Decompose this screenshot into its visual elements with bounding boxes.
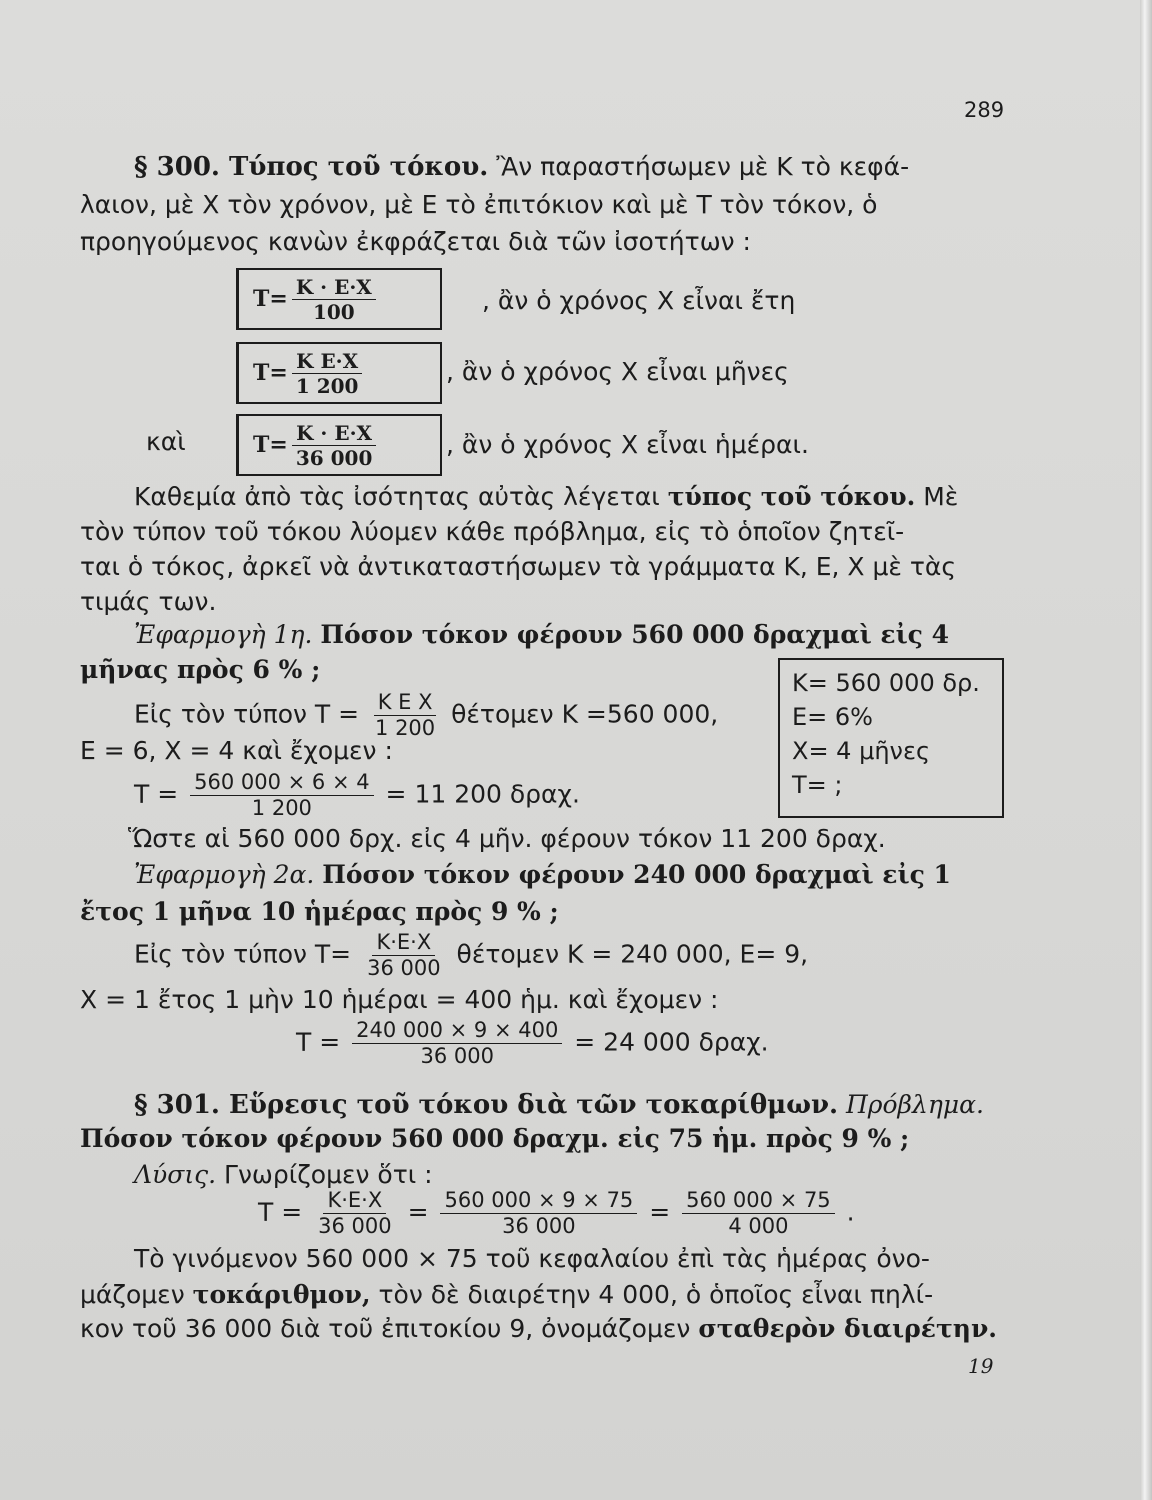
app2-l3-fraction <box>352 1020 562 1067</box>
sec301-f3-denominator: 4 000 <box>728 1214 789 1238</box>
app1-line1 <box>134 692 718 739</box>
sec301-formula-lhs: Τ = <box>258 1197 303 1227</box>
app2-q2: ἔτος 1 μῆνα 10 ἡμέρας πρὸς 9 % ; <box>80 897 559 926</box>
app2-l3-denominator: 36 000 <box>420 1044 494 1068</box>
sec301-eq-1: = <box>407 1197 429 1227</box>
formula-years-lhs: Τ= <box>253 286 288 312</box>
formula-years-numerator: Κ · Ε·Χ <box>292 277 376 300</box>
app1-line2: Ε = 6, Χ = 4 καὶ ἔχομεν : <box>80 736 393 765</box>
sec301-heading: § 301. Εὕρεσις τοῦ τόκου διὰ τῶν τοκαρίθμων. <box>134 1090 839 1120</box>
formula-months-fraction <box>292 348 363 398</box>
app1-l1-b: θέτομεν Κ =560 000, <box>451 699 719 729</box>
sec300-kai: καὶ <box>146 427 186 456</box>
sec301-solution-text: Γνωρίζομεν ὅτι : <box>224 1160 433 1189</box>
app2-line3 <box>296 1020 769 1067</box>
app2-line2: Χ = 1 ἔτος 1 μὴν 10 ἡμέραι = 400 ἡμ. καὶ ἔχομεν : <box>80 985 719 1014</box>
app2-line1 <box>134 932 808 979</box>
footer-signature-mark: 19 <box>968 1354 994 1378</box>
formula-years-box <box>236 268 442 330</box>
formula-months-denominator: 1 200 <box>295 373 359 398</box>
sec301-f1-fraction <box>314 1190 395 1237</box>
sec301-f2-numerator: 560 000 × 9 × 75 <box>440 1190 637 1214</box>
app1-question-line1 <box>134 618 949 652</box>
app1-l3-fraction <box>190 772 373 819</box>
formula-months-numerator: Κ Ε·Χ <box>292 351 362 374</box>
sec300-p1-bold: τύπος τοῦ τόκου. <box>667 482 916 511</box>
sec300-p2: τὸν τύπον τοῦ τόκου λύομεν κάθε πρόβλημα, εἰς τὸ ὁποῖον ζητεῖ- <box>80 517 905 546</box>
app1-l1-denominator: 1 200 <box>375 716 436 740</box>
app1-l3-a: Τ = <box>134 779 179 809</box>
sec300-para-line1 <box>134 480 958 514</box>
app1-l3-denominator: 1 200 <box>251 796 312 820</box>
app1-l3-b: = 11 200 δραχ. <box>385 779 580 809</box>
sec301-p2-line <box>80 1278 933 1312</box>
sec301-f1-numerator: Κ·Ε·Χ <box>323 1190 386 1214</box>
app1-l1-numerator: Κ Ε Χ <box>374 692 437 716</box>
app1-label: Ἐφαρμογὴ 1η. <box>134 620 313 649</box>
formula-days-numerator: Κ · Ε·Χ <box>292 423 376 446</box>
app2-l1-b: θέτομεν Κ = 240 000, Ε= 9, <box>456 939 809 969</box>
sec300-p3: ται ὁ τόκος, ἀρκεῖ νὰ ἀντικαταστήσωμεν τὰ γράμματα Κ, Ε, Χ μὲ τὰς <box>80 552 957 581</box>
sec301-f2-fraction <box>440 1190 637 1237</box>
app2-l1-numerator: Κ·Ε·Χ <box>372 932 435 956</box>
sec301-f1-denominator: 36 000 <box>318 1214 392 1238</box>
given-rate: Ε= 6% <box>792 703 873 731</box>
formula-days-note: , ἂν ὁ χρόνος Χ εἶναι ἡμέραι. <box>446 430 809 459</box>
sec301-p3-a: κον τοῦ 36 000 διὰ τοῦ ἐπιτοκίου 9, ὀνομάζομεν <box>80 1314 691 1343</box>
app1-l3-numerator: 560 000 × 6 × 4 <box>190 772 373 796</box>
formula-days-denominator: 36 000 <box>295 445 373 470</box>
sec301-p3-bold: σταθερὸν διαιρέτην. <box>698 1314 998 1343</box>
sec300-intro-line1 <box>134 150 909 184</box>
page-number: 289 <box>964 98 1005 122</box>
sec301-solution-line <box>134 1158 433 1192</box>
formula-days-box <box>236 414 442 476</box>
sec301-heading-line <box>134 1088 984 1122</box>
sec300-intro-1: Ἂν παραστήσωμεν μὲ Κ τὸ κεφά- <box>496 152 910 181</box>
sec301-formula-dot: . <box>846 1197 855 1227</box>
formula-years-note: , ἂν ὁ χρόνος Χ εἶναι ἔτη <box>482 286 796 315</box>
app1-q1: Πόσον τόκον φέρουν 560 000 δραχμαὶ εἰς 4 <box>320 620 949 649</box>
app2-l1-denominator: 36 000 <box>367 956 441 980</box>
app2-l1-fraction <box>363 932 444 979</box>
app2-l1-a: Εἰς τὸν τύπον Τ= <box>134 939 352 969</box>
sec301-problem-label: Πρόβλημα. <box>846 1090 984 1119</box>
app2-question-line1 <box>134 858 951 892</box>
formula-months-lhs: Τ= <box>253 360 288 386</box>
app1-given-box <box>778 658 1004 818</box>
sec301-p2-b: τὸν δὲ διαιρέτην 4 000, ὁ ὁποῖος εἶναι πηλί- <box>378 1280 934 1309</box>
sec301-p2-a: μάζομεν <box>80 1280 185 1309</box>
sec301-p1: Τὸ γινόμενον 560 000 × 75 τοῦ κεφαλαίου ἐπὶ τὰς ἡμέρας ὀνο- <box>134 1244 930 1273</box>
app2-q1: Πόσον τόκον φέρουν 240 000 δραχμαὶ εἰς 1 <box>322 860 951 889</box>
sec301-f3-fraction <box>682 1190 835 1237</box>
app2-label: Ἐφαρμογὴ 2α. <box>134 860 315 889</box>
app2-l3-a: Τ = <box>296 1027 341 1057</box>
given-interest: Τ= ; <box>792 771 843 799</box>
sec301-p2-bold: τοκάριθμον, <box>192 1280 371 1309</box>
given-time: Χ= 4 μῆνες <box>792 737 931 765</box>
app1-l1-fraction <box>371 692 439 739</box>
sec301-solution-label: Λύσις. <box>134 1160 217 1189</box>
formula-months-note: , ἂν ὁ χρόνος Χ εἶναι μῆνες <box>446 357 789 386</box>
formula-years-fraction <box>292 274 376 324</box>
app1-result: Ὥστε αἱ 560 000 δρχ. εἰς 4 μῆν. φέρουν τόκον 11 200 δραχ. <box>128 824 886 853</box>
sec301-question: Πόσον τόκον φέρουν 560 000 δραχμ. εἰς 75 ἡμ. πρὸς 9 % ; <box>80 1124 910 1153</box>
sec301-formula <box>258 1190 855 1237</box>
sec300-p1-b: Μὲ <box>923 482 959 511</box>
sec300-p4: τιμάς των. <box>80 587 217 616</box>
app2-l3-numerator: 240 000 × 9 × 400 <box>352 1020 562 1044</box>
page-spine <box>1140 0 1152 1500</box>
sec300-p1-a: Καθεμία ἀπὸ τὰς ἰσότητας αὐτὰς λέγεται <box>134 482 660 511</box>
sec301-p3-line <box>80 1312 997 1346</box>
app1-l1-a: Εἰς τὸν τύπον Τ = <box>134 699 360 729</box>
sec301-f3-numerator: 560 000 × 75 <box>682 1190 835 1214</box>
sec300-intro-3: προηγούμενος κανὼν ἐκφράζεται διὰ τῶν ἰσοτήτων : <box>80 227 751 256</box>
formula-years-denominator: 100 <box>312 299 355 324</box>
sec300-heading: § 300. Τύπος τοῦ τόκου. <box>134 152 489 182</box>
app1-q2: μῆνας πρὸς 6 % ; <box>80 655 321 684</box>
formula-days-fraction <box>292 420 377 470</box>
sec301-f2-denominator: 36 000 <box>502 1214 576 1238</box>
sec301-eq-2: = <box>649 1197 671 1227</box>
formula-months-box <box>236 342 442 404</box>
app2-l3-b: = 24 000 δραχ. <box>574 1027 769 1057</box>
app1-line3 <box>134 772 580 819</box>
given-capital: Κ= 560 000 δρ. <box>792 669 980 697</box>
formula-days-lhs: Τ= <box>253 432 288 458</box>
sec300-intro-2: λαιον, μὲ Χ τὸν χρόνον, μὲ Ε τὸ ἐπιτόκιον καὶ μὲ Τ τὸν τόκον, ὁ <box>80 190 878 219</box>
